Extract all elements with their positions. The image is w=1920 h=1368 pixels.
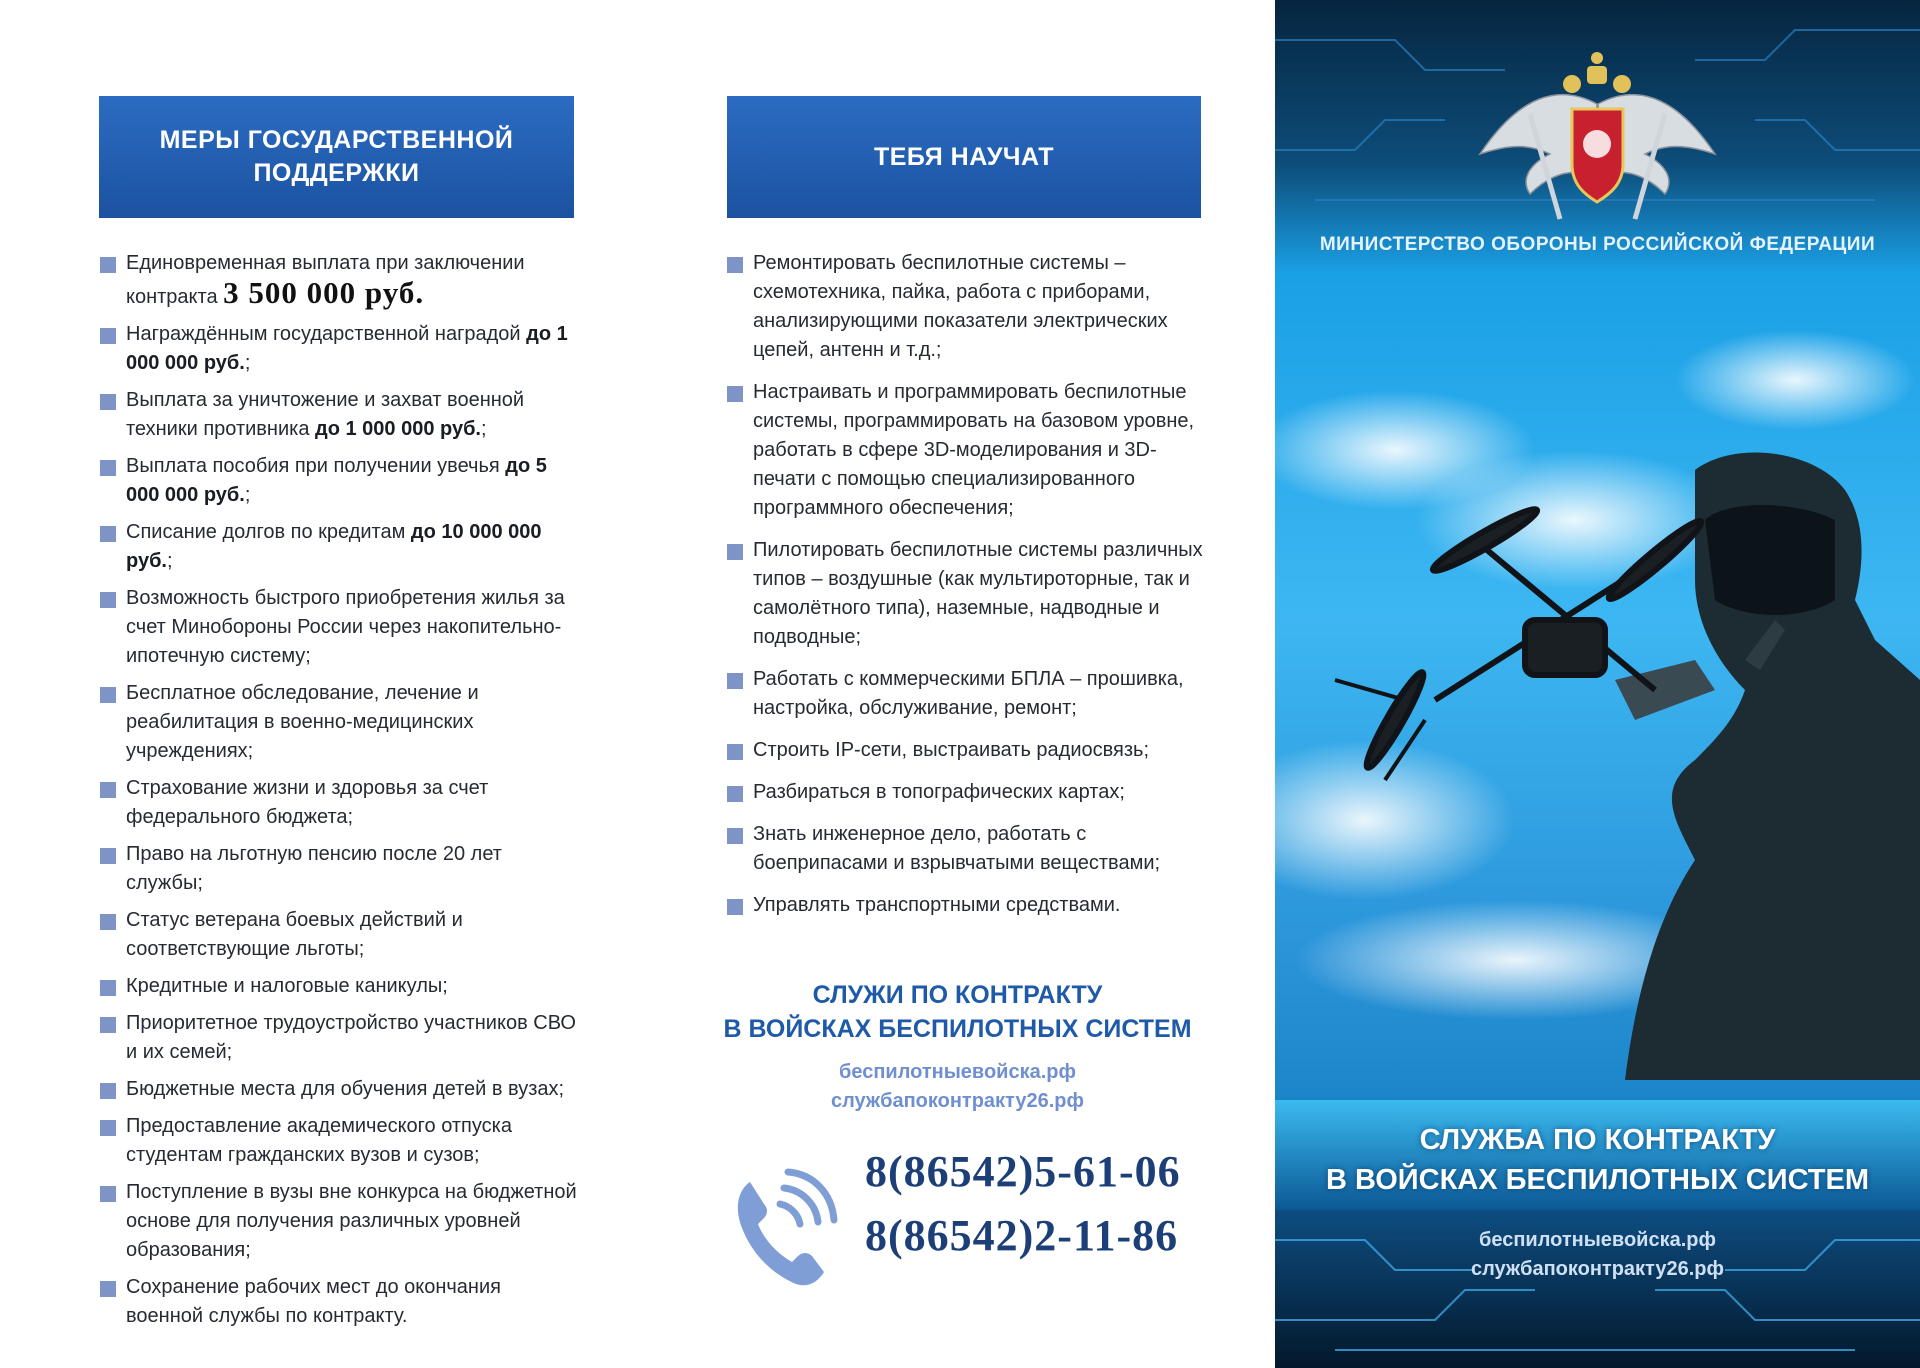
support-measures-header [99,96,574,218]
training-item [727,378,1217,523]
square-bullet-icon [727,386,743,402]
serve-contract-title: СЛУЖИ ПО КОНТРАКТУ В ВОЙСКАХ БЕСПИЛОТНЫХ СИСТЕМ [723,981,1192,1043]
website-links [640,1058,1275,1116]
square-bullet-icon [727,544,743,560]
support-measure-text: Бесплатное обследование, лечение и реабилитация в военно-медицинских учреждениях; [126,682,479,762]
support-measure-text: Кредитные и налоговые каникулы; [126,975,448,997]
support-measure-suffix: ; [481,418,487,440]
training-item [727,891,1217,920]
cover-link-drones[interactable]: беспилотныевойска.рф [1478,1229,1717,1251]
phone-handset-icon [728,1160,838,1290]
square-bullet-icon [100,394,116,410]
square-bullet-icon [100,782,116,798]
support-measure-text: Выплата за уничтожение и захват военной техники противника [126,389,525,440]
support-measure-item [100,518,580,576]
training-header [727,96,1201,218]
support-measures-column [0,0,640,1368]
support-measure-item [100,1009,580,1067]
website-link-drones[interactable]: беспилотныевойска.рф [838,1061,1077,1083]
cover-website-links [1275,1226,1920,1284]
support-measure-item [100,972,580,1001]
square-bullet-icon [100,1186,116,1202]
square-bullet-icon [100,592,116,608]
training-item [727,665,1217,723]
support-measures-list [100,249,580,1339]
training-item-text: Знать инженерное дело, работать с боеприпасами и взрывчатыми веществами; [753,823,1161,874]
support-measure-amount: до 10 000 000 руб. [126,521,542,572]
support-measure-item [100,1112,580,1170]
support-measure-amount: до 1 000 000 руб. [126,323,568,374]
support-measure-item [100,1178,580,1265]
phone-number-2[interactable]: 8(86542)2-11-86 [865,1211,1179,1260]
support-measure-text: Сохранение рабочих мест до окончания военной службы по контракту. [126,1276,501,1327]
square-bullet-icon [100,460,116,476]
training-item [727,820,1217,878]
square-bullet-icon [100,526,116,542]
square-bullet-icon [100,848,116,864]
cover-panel [1275,0,1920,1368]
square-bullet-icon [100,1017,116,1033]
support-measure-text: Страхование жизни и здоровья за счет федерального бюджета; [126,777,489,828]
support-measure-item [100,840,580,898]
square-bullet-icon [100,980,116,996]
support-measure-text: Статус ветерана боевых действий и соответствующие льготы; [126,909,463,960]
website-link-contract[interactable]: службапоконтракту26.рф [830,1090,1084,1112]
support-measure-text: Списание долгов по кредитам [126,521,411,543]
training-item [727,736,1217,765]
square-bullet-icon [100,914,116,930]
square-bullet-icon [727,673,743,689]
training-title: ТЕБЯ НАУЧАТ [873,142,1055,171]
square-bullet-icon [100,1083,116,1099]
support-measure-item [100,679,580,766]
training-item-text: Разбираться в топографических картах; [753,781,1125,803]
support-measure-suffix: ; [167,550,173,572]
square-bullet-icon [727,744,743,760]
support-measure-text: Приоритетное трудоустройство участников СВО и их семей; [126,1012,576,1063]
double-headed-eagle-emblem-icon [1460,44,1735,234]
training-item-text: Управлять транспортными средствами. [753,894,1121,916]
training-item [727,536,1217,652]
support-measure-item [100,1075,580,1104]
square-bullet-icon [727,899,743,915]
square-bullet-icon [100,1281,116,1297]
support-measure-suffix: ; [244,352,251,374]
training-item-text: Строить IP-сети, выстраивать радиосвязь; [753,739,1150,761]
support-measure-amount: до 5 000 000 руб. [126,455,547,506]
support-measure-text: Предоставление академического отпуска студентам гражданских вузов и сузов; [126,1115,512,1166]
cover-link-contract[interactable]: службапоконтракту26.рф [1470,1258,1724,1280]
support-measures-title: МЕРЫ ГОСУДАРСТВЕННОЙ ПОДДЕРЖКИ [159,126,514,187]
support-measure-item [100,386,580,444]
support-measure-text: Право на льготную пенсию после 20 лет службы; [126,843,502,894]
training-item-text: Пилотировать беспилотные системы различных типов – воздушные (как мультироторные, так и самолётного типа), наземные, надводные и подводные; [753,539,1203,648]
ministry-name: МИНИСТЕРСТВО ОБОРОНЫ РОССИЙСКОЙ ФЕДЕРАЦИИ [1319,234,1876,255]
phone-numbers [865,1140,1181,1268]
square-bullet-icon [727,786,743,802]
support-measure-item [100,320,580,378]
support-measure-text: Поступление в вузы вне конкурса на бюджетной основе для получения различных уровней образования; [126,1181,577,1261]
training-list [727,249,1217,933]
support-measure-text: Единовременная выплата при заключении контракта [126,252,525,308]
square-bullet-icon [727,257,743,273]
training-column [640,0,1275,1368]
support-measure-text: Возможность быстрого приобретения жилья за счет Минобороны России через накопительно-ипотечную систему; [126,587,565,667]
square-bullet-icon [100,687,116,703]
support-measure-item [100,906,580,964]
training-item-text: Настраивать и программировать беспилотные системы, программировать на базовом уровне, работать в сфере 3D-моделирования и 3D-печати с помощью специализированного программного обеспечения; [753,381,1195,519]
training-item [727,249,1217,365]
support-measure-text: Бюджетные места для обучения детей в вузах; [126,1078,565,1100]
support-measure-suffix: ; [244,484,251,506]
support-measure-amount: 3 500 000 руб. [223,275,425,310]
support-measure-item [100,452,580,510]
square-bullet-icon [100,257,116,273]
phone-number-1[interactable]: 8(86542)5-61-06 [865,1147,1181,1196]
training-item-text: Ремонтировать беспилотные системы – схемотехника, пайка, работа с приборами, анализирующими показатели электрических цепей, антенн и т.д.; [753,252,1168,361]
support-measure-text: Награждённым государственной наградой [126,323,527,345]
support-measure-item [100,584,580,671]
support-measure-item [100,1273,580,1331]
support-measure-text: Выплата пособия при получении увечья [126,455,506,477]
training-item-text: Работать с коммерческими БПЛА – прошивка, настройка, обслуживание, ремонт; [753,668,1184,719]
square-bullet-icon [727,828,743,844]
square-bullet-icon [100,1120,116,1136]
square-bullet-icon [100,328,116,344]
support-measure-amount: до 1 000 000 руб. [315,418,481,440]
training-item [727,778,1217,807]
support-measure-item [100,774,580,832]
support-measure-item [100,249,580,312]
cover-title: СЛУЖБА ПО КОНТРАКТУ В ВОЙСКАХ БЕСПИЛОТНЫХ СИСТЕМ [1326,1124,1869,1196]
